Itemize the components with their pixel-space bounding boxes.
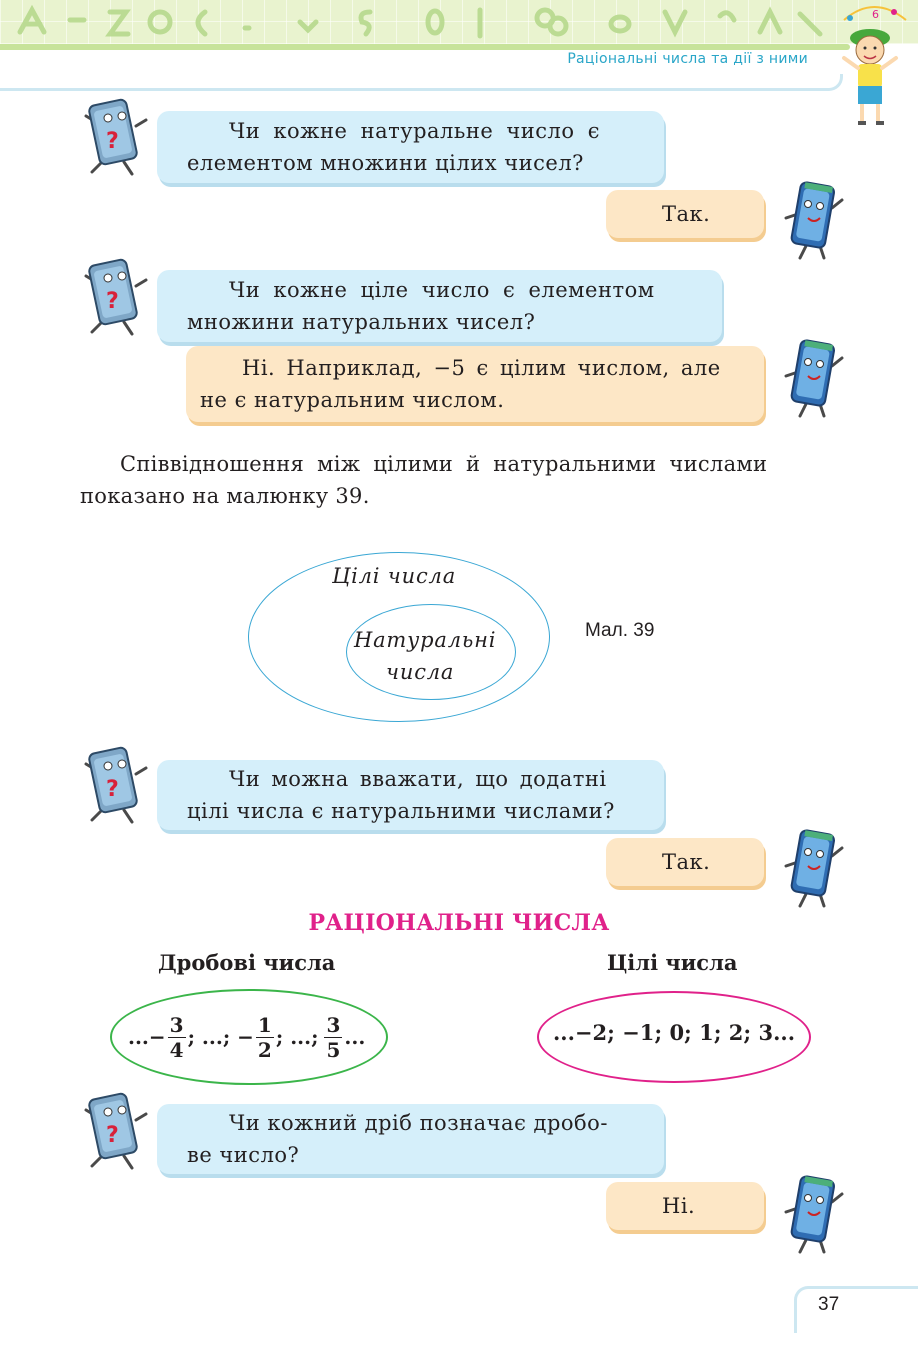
robot-question-icon [78,256,148,340]
question-2-line2: множини натуральних чисел? [187,310,536,334]
fraction-one-half: $\frac{1}{2}$ [257,1012,272,1062]
fractions-list [128,1005,365,1069]
svg-text:?: ? [106,129,119,154]
svg-text:?: ? [106,289,119,314]
boy-illustration [830,2,914,130]
robot-answer-icon [780,178,846,262]
robot-answer-icon [780,336,846,420]
question-2-line1: Чи кожне ціле число є елементом [229,278,655,302]
fractions-tail: ... [344,1025,366,1049]
svg-text:6: 6 [872,8,879,21]
chapter-title: Раціональні числа та дії з ними [567,51,808,67]
svg-text:?: ? [106,1123,119,1148]
page-number-frame [794,1286,918,1333]
answer-1: Так. [662,202,711,226]
naturals-label-line2: числа [386,660,455,684]
question-1-line1: Чи кожне натуральне число є [229,119,600,143]
body-paragraph [80,448,844,512]
header-decoration [0,2,840,42]
robot-answer-icon [780,1172,846,1256]
svg-text:?: ? [106,777,119,802]
robot-answer-icon [780,826,846,910]
fraction-three-fourths: $\frac{3}{4}$ [169,1012,184,1062]
question-4-line1: Чи кожний дріб позначає дробо- [229,1111,608,1135]
question-3-line2: цілі числа є натуральними числами? [187,799,615,823]
robot-question-icon [78,96,148,180]
fractions-separator-2: ; ...; [275,1025,319,1049]
integer-numbers-title: Цілі числа [607,950,738,975]
question-3-line1: Чи можна вважати, що додатні [229,767,607,791]
page-number: 37 [818,1294,840,1315]
answer-4: Ні. [662,1194,696,1218]
question-bubble-3 [157,760,664,830]
paragraph-line1: Співвідношення між цілими й натуральними числами [120,452,768,476]
fractional-numbers-title: Дробові числа [158,950,336,975]
integers-list: ...−2; −1; 0; 1; 2; 3... [552,1020,796,1045]
fraction-three-fifths: $\frac{3}{5}$ [326,1012,341,1062]
figure-caption: Мал. 39 [585,620,655,641]
answer-bubble-1 [606,190,764,238]
rational-numbers-title: РАЦІОНАЛЬНІ ЧИСЛА [308,910,610,936]
chapter-rule [0,74,843,91]
fractions-lead: ...− [128,1025,166,1049]
answer-bubble-3 [606,838,764,886]
robot-question-icon [78,1090,148,1174]
fractions-separator-1: ; ...; − [187,1025,254,1049]
header-line [0,44,850,50]
naturals-set-ellipse [346,604,516,700]
integers-label: Цілі числа [332,564,457,588]
answer-3: Так. [662,850,711,874]
question-bubble-4 [157,1104,664,1174]
answer-2-line2: не є натуральним числом. [200,388,505,412]
answer-bubble-2 [186,346,764,422]
paragraph-line2: показано на малюнку 39. [80,484,370,508]
answer-2-line1: Ні. Наприклад, −5 є цілим числом, але [242,356,721,380]
question-1-line2: елементом множини цілих чисел? [187,151,584,175]
answer-bubble-4 [606,1182,764,1230]
question-bubble-1 [157,111,664,183]
naturals-label-line1: Натуральні [354,628,497,652]
question-bubble-2 [157,270,722,342]
question-4-line2: ве число? [187,1143,300,1167]
robot-question-icon [78,744,148,828]
